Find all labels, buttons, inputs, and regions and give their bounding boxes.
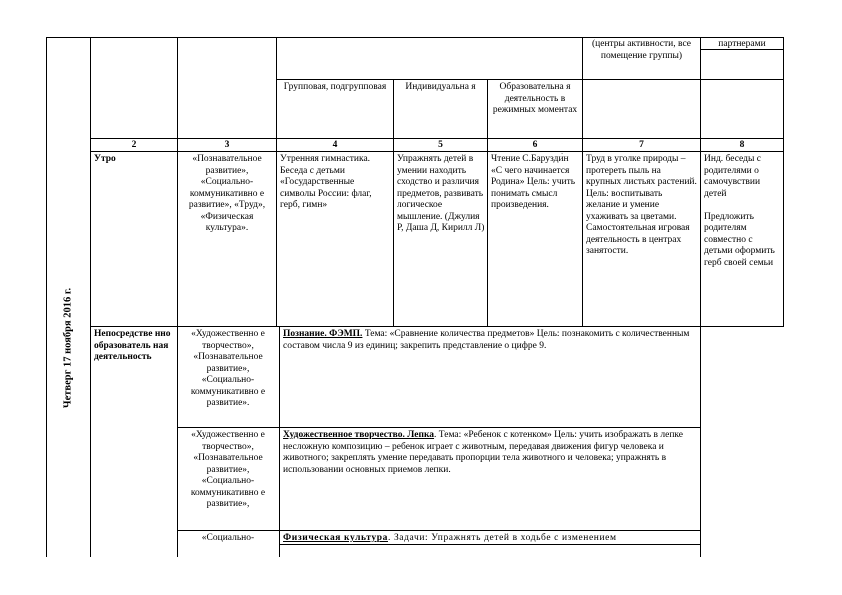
col-number-8: 8 [739,140,745,150]
direct-block1-areas: «Художественно е творчество», «Познавательное развитие», «Социально-коммуникативно е развитие». [190,329,266,408]
morning-areas: «Познавательное развитие», «Социально-коммуникативно е развитие», «Труд», «Физическая культура». [188,154,266,233]
rule-col8-left [700,37,701,557]
rule-block1-bottom [177,427,700,428]
morning-educational: Чтение С.Барузди́н «С чего начинается Родина» Цель: учить понимать смысл произведения. [491,154,576,210]
morning-group: Утренняя гимнастика. Беседа с детьми «Государственные символы России: флаг, герб, гимн» [280,154,372,210]
direct-block3-text: . Задачи: Упражнять детей в ходьбе с изменением [388,533,617,543]
day-label [46,138,90,558]
direct-block2-content [281,429,699,529]
morning-label: Утро [94,154,116,164]
header-group: Групповая, подгрупповая [283,82,387,92]
rule-col4-left-lower [279,326,280,557]
direct-block2-title: Художественное творчество. Лепка [283,430,435,440]
direct-block3-content [281,532,699,545]
header-educational: Образовательна я деятельность в режимных моментах [492,82,578,115]
col-number-3: 3 [224,140,230,150]
morning-individual: Упражнять детей в умении находить сходство и различия предметов, развивать логическое мышление. (Джулия Р, Даша Д, Кирилл Л) [397,154,485,233]
col-number-4: 4 [332,140,338,150]
rule-block2-bottom [177,530,700,531]
col-number-5: 5 [438,140,443,150]
direct-block2-text: . Тема: «Ребенок с котенком» Цель: учить изображать в лепке несложную композицию – ребенок играет с животным, передавая движения фигур человека и животного; закреплять умение передавать пропорции тела животного и человека; упражнять в использовании основных приемов лепки. [283,430,684,475]
rule-numbers-bottom [90,151,784,152]
day-label-text: Четверг 17 ноября 2016 г. [62,287,74,409]
morning-centers: Труд в уголке природы – протереть пыль на крупных листьях растений. Цель: воспитывать желание и умение ухаживать за цветами. Самостоятельная игровая деятельность в центрах занятости. [586,154,697,256]
header-centers: (центры активности, все помещение группы) [591,39,691,61]
header-partners: партнерами [718,39,766,49]
rule-morning-bottom [90,326,784,327]
col-number-2: 2 [131,140,137,150]
col-number-6: 6 [532,140,538,150]
direct-block1-content [281,328,699,426]
morning-parents: Инд. беседы с родителями о самочувствии детей Предложить родителям совместно с детьми оформить герб своей семьи [704,154,775,268]
col-number-7: 7 [639,140,644,150]
rule-col2-left [90,37,91,557]
rule-subheader [276,79,784,80]
direct-label: Непосредстве нно образователь ная деятельность [94,329,171,362]
direct-block2-areas: «Художественно е творчество», «Познавательное развитие», «Социально-коммуникативно е развитие», [190,430,266,509]
direct-block1-title: Познание. ФЭМП. [283,329,363,339]
rule-right-edge [783,37,784,327]
direct-block3-areas: «Социально- [201,533,255,543]
header-individual: Индивидуальна я [405,82,476,92]
direct-block1-text: Тема: «Сравнение количества предметов» Цель: познакомить с количественным составом числа 9 из единиц; закрепить представление о цифре 9. [283,329,690,351]
rule-col7-left [582,37,583,326]
direct-block3-title: Физическая культура [283,533,388,543]
